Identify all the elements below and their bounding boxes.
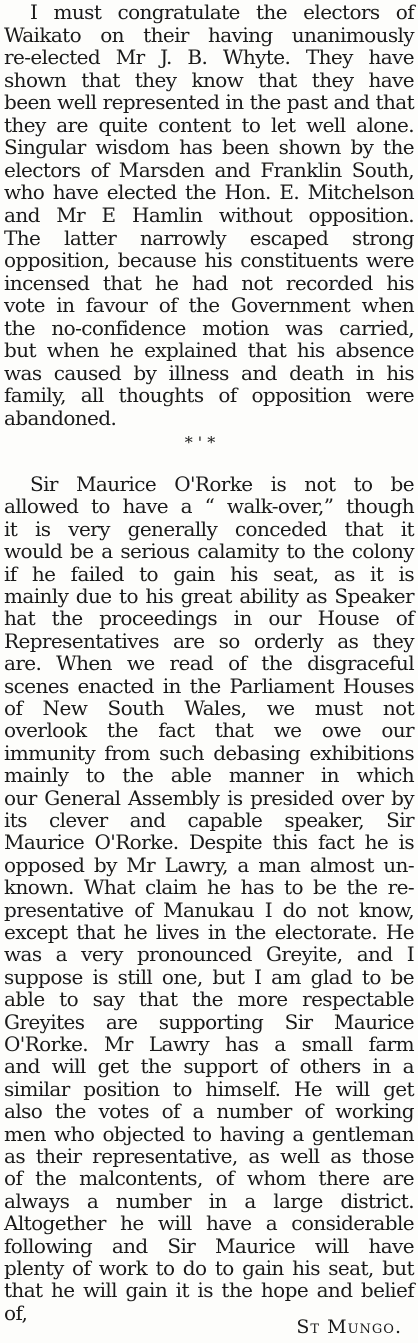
text-line: similar position to himself. He will get [4, 1076, 414, 1101]
text-line: Sir Maurice O'Rorke is not to be [30, 472, 414, 496]
text-line: was caused by illness and death in his [4, 360, 414, 385]
text-line: our General Assembly is presided over by [4, 785, 414, 810]
text-line: and will get the support of others in a [4, 1054, 414, 1079]
text-line: electors of Marsden and Franklin South, [4, 157, 414, 182]
text-line: as their representative, as well as those [4, 1144, 414, 1168]
text-line: I must congratulate the electors of [30, 0, 414, 24]
text-line: able to say that the more respectable [4, 987, 414, 1012]
text-line: also the votes of a number of working [4, 1099, 414, 1124]
text-line: Altogether he will have a considerable [4, 1211, 414, 1236]
text-line: Representatives are so orderly as they [4, 628, 414, 653]
text-line: shown that they know that they have [4, 67, 414, 92]
text-line: hat the proceedings in our House of [4, 606, 414, 631]
text-line: immunity from such debasing exhibitions [4, 740, 414, 765]
text-line: who have elected the Hon. E. Mitchelson [4, 180, 414, 205]
text-line: opposed by Mr Lawry, a man almost un- [4, 852, 414, 877]
text-line: men who objected to having a gentleman [4, 1121, 414, 1146]
text-line: but when he explained that his absence [4, 338, 414, 363]
text-line: allowed to have a “ walk-over,” though [4, 494, 414, 519]
text-line: presentative of Manukau I do not know, [4, 897, 414, 922]
text-line: Singular wisdom has been shown by the [4, 135, 414, 160]
text-line: of New South Wales, we must not [4, 696, 414, 720]
author-signature: St Mungo. [296, 1316, 402, 1338]
text-line: are. When we read of the disgraceful [4, 651, 414, 676]
text-line: Greyites are supporting Sir Maurice [4, 1009, 414, 1034]
text-line: of the malcontents, of whom there are [4, 1166, 414, 1191]
text-line: and Mr E Hamlin without opposition. [4, 202, 414, 227]
text-line: suppose is still one, but I am glad to be [4, 964, 414, 989]
text-line: they are quite content to let well alone. [4, 112, 414, 137]
text-line: The latter narrowly escaped strong [4, 225, 414, 250]
text-line: except that he lives in the electorate. He [4, 920, 414, 944]
text-line: known. What claim he has to be the re- [4, 875, 414, 900]
text-line: if he failed to gain his seat, as it is [4, 561, 414, 586]
text-line: incensed that he had not recorded his [4, 270, 414, 295]
text-line: overlook the fact that we owe our [4, 718, 414, 743]
asterism-separator: * ' * [184, 433, 216, 452]
text-line: mainly to the able manner in which [4, 763, 414, 788]
text-line: always a number in a large district. [4, 1188, 414, 1213]
text-line: O'Rorke. Mr Lawry has a small farm [4, 1032, 414, 1056]
text-line: scenes enacted in the Parliament Houses [4, 673, 414, 698]
text-line: was a very pronounced Greyite, and I [4, 942, 414, 967]
text-line: abandoned. [4, 405, 117, 430]
text-line: family, all thoughts of opposition were [4, 383, 414, 408]
text-line: vote in favour of the Government when [4, 293, 414, 318]
text-line: of, [4, 1300, 28, 1325]
text-line: opposition, because his constituents were [4, 248, 414, 273]
text-line: it is very generally conceded that it [4, 516, 414, 541]
text-line: would be a serious calamity to the colony [4, 539, 414, 564]
text-line: mainly due to his great ability as Speaker [4, 584, 414, 608]
text-line: Waikato on their having unanimously [4, 22, 414, 47]
text-line: its clever and capable speaker, Sir [4, 808, 414, 832]
text-line: been well represented in the past and that [4, 90, 414, 115]
text-line: following and Sir Maurice will have [4, 1233, 414, 1258]
text-line: plenty of work to do to gain his seat, but [4, 1256, 414, 1280]
text-line: that he will gain it is the hope and belief [4, 1278, 414, 1303]
text-line: re-elected Mr J. B. Whyte. They have [4, 45, 414, 70]
text-line: Maurice O'Rorke. Despite this fact he is [4, 830, 414, 855]
text-line: the no-confidence motion was carried, [4, 315, 414, 340]
